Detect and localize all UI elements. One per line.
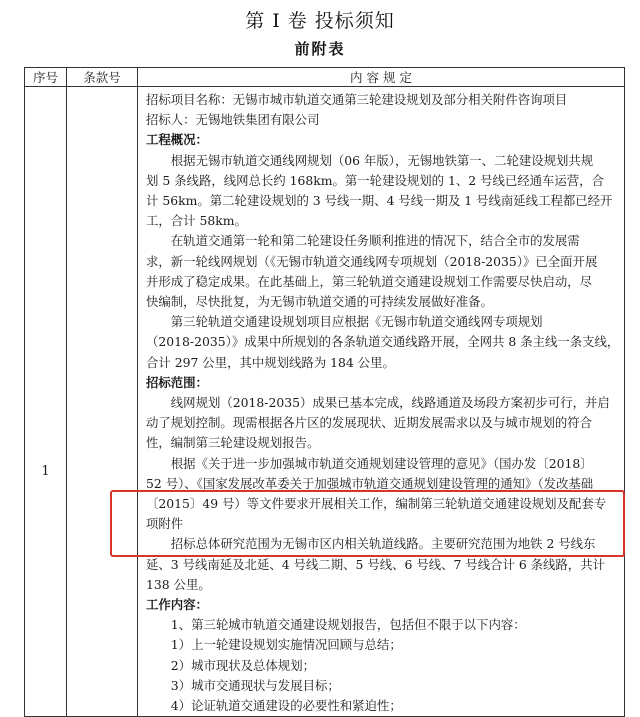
header-clause: 条款号	[67, 68, 138, 87]
content-line: 根据无锡市轨道交通线网规划（06 年版），无锡地铁第一、二轮建设规划共规	[170, 152, 594, 168]
content-line: 划 5 条线路，线网总长约 168km。第一轮建设规划的 1、2 号线已经通车运营，合	[146, 172, 604, 188]
table-row	[25, 87, 625, 717]
content-line: 招标项目名称：无锡市城市轨道交通第三轮建设规划及部分相关附件咨询项目	[146, 92, 568, 107]
content-line: 根据《关于进一步加强城市轨道交通规划建设管理的意见》（国办发〔2018〕	[170, 455, 593, 471]
header-content: 内 容 规 定	[138, 68, 625, 87]
content-line: 2）城市现状及总体规划；	[170, 657, 315, 673]
header-no: 序号	[25, 68, 67, 87]
content-lines	[146, 90, 618, 716]
content-line: 快编制，尽快批复，为无锡市轨道交通的可持续发展做好准备。	[146, 294, 493, 310]
content-line: 招标总体研究范围为无锡市区内相关轨道线路。主要研究范围为地铁 2 号线东	[170, 536, 596, 552]
content-line: 第三轮轨道交通建设规划项目应根据《无锡市轨道交通线网专项规划	[170, 314, 543, 330]
content-line: 1、第三轮城市轨道交通建设规划报告，包括但不限于以下内容：	[170, 617, 526, 633]
row-number: 1	[25, 87, 67, 717]
section-heading: 工程概况：	[146, 132, 208, 148]
content-line: 计 56km。第二轮建设规划的 3 号线一期、4 号线一期及 1 号线南延线工程都已经开	[146, 193, 613, 209]
content-line: 延、3 号线南延及北延、4 号线二期、5 号线、6 号线、7 号线合计 6 条线路，共计	[146, 556, 605, 572]
content-line: 1）上一轮建设规划实施情况回顾与总结；	[170, 637, 402, 653]
content-line: 在轨道交通第一轮和第二轮建设任务顺利推进的情况下，结合全市的发展需	[170, 233, 580, 249]
content-line: 52 号）、《国家发展改革委关于加强城市轨道交通规划建设管理的通知》（发改基础	[146, 475, 594, 491]
content-line: 3）城市交通现状与发展目标；	[170, 677, 340, 693]
content-line: 〔2015〕49 号）等文件要求开展相关工作，编制第三轮轨道交通建设规划及配套专	[146, 496, 607, 512]
content-line: 138 公里。	[146, 576, 211, 592]
content-line: 线网规划（2018-2035）成果已基本完成，线路通道及场段方案初步可行，并启	[170, 395, 610, 411]
content-line: 项附件	[146, 516, 184, 532]
front-table	[24, 67, 625, 717]
content-line: 并形成了稳定成果。在此基础上，第三轮轨道交通建设规划工作需要尽快启动，尽	[146, 273, 593, 289]
content-line: 合计 297 公里，其中规划线路为 184 公里。	[146, 354, 395, 370]
content-line: 求，新一轮线网规划（《无锡市轨道交通线网专项规划（2018-2035）》已全面开展	[146, 253, 598, 269]
clause-cell	[67, 87, 138, 717]
page-title: 第 I 卷 投标须知	[245, 10, 395, 32]
section-heading: 工作内容：	[146, 597, 208, 613]
content-line: 动了规划控制。现需根据各片区的发展现状、近期发展需求以及与城市规划的符合	[146, 415, 593, 431]
page-subtitle: 前附表	[294, 40, 346, 58]
content-line: 招标人：无锡地铁集团有限公司	[146, 112, 320, 128]
content-line: 工，合计 58km。	[146, 213, 247, 229]
content-line: 性，编制第三轮建设规划报告。	[146, 435, 320, 451]
content-line: 4）论证轨道交通建设的必要性和紧迫性；	[170, 698, 402, 714]
table-header-row	[25, 68, 625, 87]
content-line: （2018-2035）》成果中所规划的各条轨道交通线路开展，全网共 8 条主线一条支线，	[146, 334, 620, 350]
section-heading: 招标范围：	[146, 374, 208, 390]
content-cell	[138, 87, 625, 717]
